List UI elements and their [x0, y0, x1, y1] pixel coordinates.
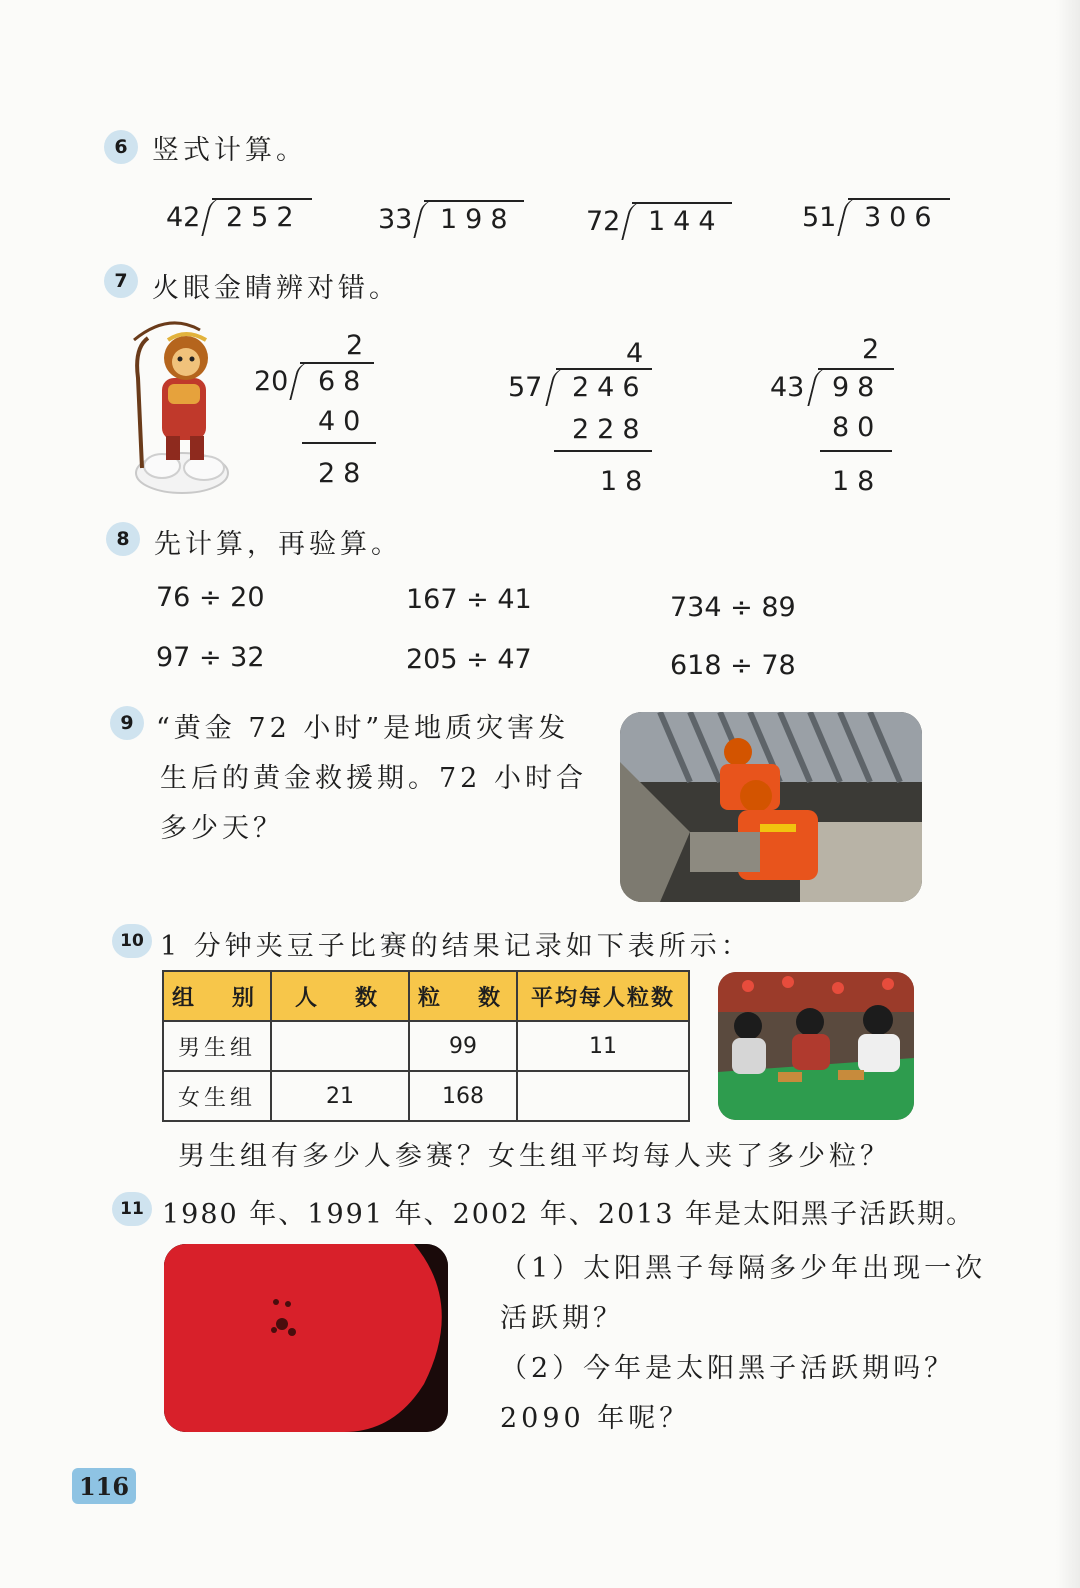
q8-expr-1: 76 ÷ 20: [156, 582, 265, 613]
q6-title: 竖式计算。: [152, 135, 307, 166]
divisor: 57: [508, 372, 543, 403]
divisor: 43: [770, 372, 805, 403]
bracket: [807, 368, 828, 406]
overline: [212, 198, 312, 200]
q9-line-3: 多少天？: [160, 813, 284, 844]
overline: [300, 362, 374, 364]
table-cell: [517, 1071, 689, 1121]
dividend: 144: [648, 206, 724, 237]
table-cell: 99: [409, 1021, 517, 1071]
q8-expr-2: 167 ÷ 41: [406, 584, 532, 615]
table-cell: 21: [271, 1071, 409, 1121]
overline: [632, 202, 732, 204]
table-header-row: [163, 971, 689, 1021]
row-label: 男生组: [163, 1021, 271, 1071]
bracket: [289, 362, 310, 400]
dividend: 198: [440, 204, 516, 235]
q11-sub1-line1: （1）太阳黑子每隔多少年出现一次: [500, 1253, 987, 1284]
row-label: 女生组: [163, 1071, 271, 1121]
q6-division-3: [586, 202, 736, 246]
q9-badge: 9: [110, 706, 144, 740]
overline: [818, 368, 894, 370]
q9-line-1: “黄金 72 小时”是地质灾害发: [156, 713, 570, 744]
bracket: [545, 368, 566, 406]
dividend: 98: [832, 372, 883, 403]
sun-photo: [164, 1244, 448, 1432]
divisor: 42: [166, 202, 201, 233]
q7-badge: 7: [104, 264, 138, 298]
divisor: 20: [254, 366, 289, 397]
bracket: [621, 202, 642, 240]
bracket: [413, 200, 434, 238]
q7-2-product: 228: [572, 414, 648, 445]
q6-division-1: [166, 198, 316, 242]
overline: [848, 198, 950, 200]
q11-title: 1980 年、1991 年、2002 年、2013 年是太阳黑子活跃期。: [162, 1199, 976, 1230]
q7-1-remainder: 28: [318, 458, 369, 489]
q6-badge: 6: [104, 130, 138, 164]
q9-line-2: 生后的黄金救援期。72 小时合: [160, 763, 587, 794]
q7-1-quotient: 2: [346, 330, 372, 361]
table-row: [163, 1021, 689, 1071]
q8-expr-4: 97 ÷ 32: [156, 642, 265, 673]
rescue-photo: [620, 712, 922, 902]
q8-expr-5: 205 ÷ 47: [406, 644, 532, 675]
divisor: 72: [586, 206, 621, 237]
q7-2-division: [508, 368, 658, 412]
header-cell: 粒 数: [409, 971, 517, 1021]
q11-sub2-line2: 2090 年呢？: [500, 1403, 691, 1434]
q7-3-product: 80: [832, 412, 883, 443]
bracket: [837, 198, 858, 236]
q7-1-product: 40: [318, 406, 369, 437]
table-cell: 168: [409, 1071, 517, 1121]
q11-sub1-line2: 活跃期？: [500, 1303, 624, 1334]
q6-division-2: [378, 200, 528, 244]
table-row: [163, 1071, 689, 1121]
page-number: 116: [72, 1468, 136, 1504]
divisor: 33: [378, 204, 413, 235]
q7-2-remainder: 18: [600, 466, 651, 497]
dividend: 306: [864, 202, 940, 233]
table-cell: 11: [517, 1021, 689, 1071]
page-edge-shadow: [1056, 0, 1080, 1588]
q7-1-rule: [302, 442, 376, 444]
dividend: 246: [572, 372, 648, 403]
q11-badge: 11: [112, 1192, 152, 1226]
q7-2-rule: [554, 450, 652, 452]
q7-3-division: [770, 368, 900, 412]
q8-badge: 8: [106, 522, 140, 556]
header-cell: 组 别: [163, 971, 271, 1021]
header-cell: 平均每人粒数: [517, 971, 689, 1021]
q8-title: 先计算，再验算。: [154, 529, 402, 560]
q7-3-rule: [820, 450, 892, 452]
dividend: 68: [318, 366, 369, 397]
q7-1-division: [254, 362, 384, 406]
divisor: 51: [802, 202, 837, 233]
q10-title: 1 分钟夹豆子比赛的结果记录如下表所示：: [160, 931, 752, 962]
q7-3-quotient: 2: [862, 334, 888, 365]
monkey-king-illustration: [128, 318, 236, 498]
q10-badge: 10: [112, 924, 152, 958]
overline: [556, 368, 652, 370]
q8-expr-6: 618 ÷ 78: [670, 650, 796, 681]
overline: [424, 200, 524, 202]
q10-question: 男生组有多少人参赛？女生组平均每人夹了多少粒？: [178, 1141, 891, 1172]
dividend: 252: [226, 202, 302, 233]
bean-table: [162, 970, 690, 1122]
children-photo: [718, 972, 914, 1120]
q8-expr-3: 734 ÷ 89: [670, 592, 796, 623]
bracket: [201, 198, 222, 236]
table-cell: [271, 1021, 409, 1071]
q7-3-remainder: 18: [832, 466, 883, 497]
q7-2-quotient: 4: [626, 338, 652, 369]
q6-division-4: [802, 198, 952, 242]
q7-title: 火眼金睛辨对错。: [152, 273, 400, 304]
q11-sub2-line1: （2）今年是太阳黑子活跃期吗？: [500, 1353, 956, 1384]
header-cell: 人 数: [271, 971, 409, 1021]
